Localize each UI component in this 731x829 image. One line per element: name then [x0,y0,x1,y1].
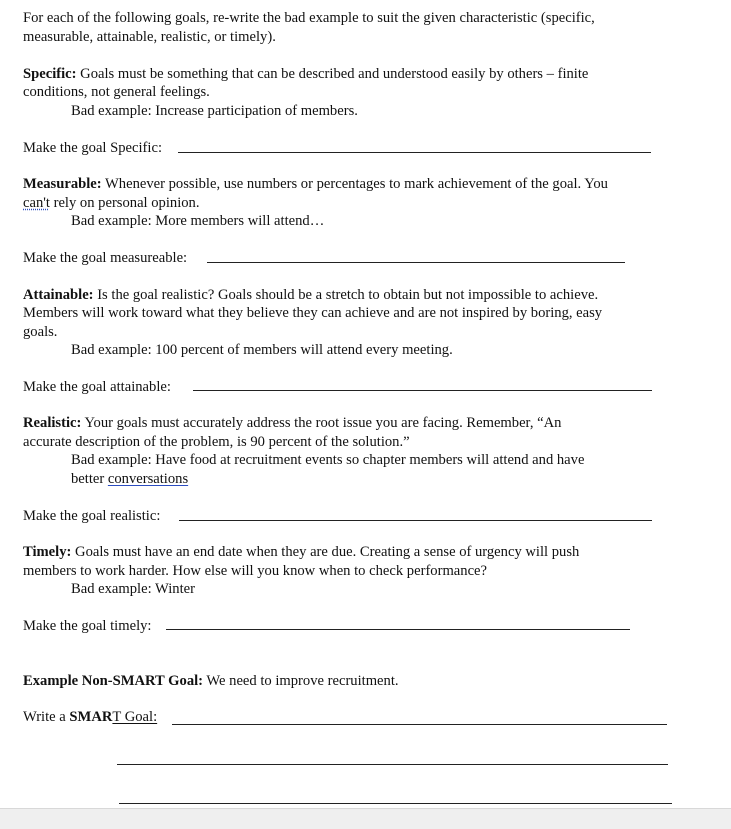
smart-goal-answer-line-1[interactable] [172,724,667,725]
write-smart-goal-prompt: Write a SMART Goal: [23,709,158,725]
measurable-term: Measurable: [23,176,102,192]
timely-prompt: Make the goal timely: [23,618,152,634]
intro-line-1: For each of the following goals, re-write the bad example to suit the given characteristic (specific, [23,10,595,26]
attainable-bad-example: Bad example: 100 percent of members will attend every meeting. [71,342,453,358]
measurable-description-line-2: can't rely on personal opinion. [23,195,200,211]
attainable-description-line-2: Members will work toward what they believe they can achieve and are not inspired by boring, easy [23,305,603,321]
document-bottom-bar [0,808,731,829]
example-non-smart-goal: Example Non-SMART Goal: We need to improve recruitment. [23,673,399,689]
realistic-description: Realistic: Your goals must accurately address the root issue you are facing. Remember, “An [23,415,562,431]
realistic-prompt: Make the goal realistic: [23,508,161,524]
intro-line-2: measurable, attainable, realistic, or timely). [23,29,276,45]
measurable-description: Measurable: Whenever possible, use numbers or percentages to mark achievement of the goal. You [23,176,608,192]
measurable-prompt: Make the goal measureable: [23,250,188,266]
attainable-description: Attainable: Is the goal realistic? Goals should be a stretch to obtain but not impossible to achieve. [23,287,599,303]
attainable-prompt: Make the goal attainable: [23,379,171,395]
example-term: Example Non-SMART Goal: [23,673,204,689]
measurable-bad-example: Bad example: More members will attend… [71,213,325,229]
specific-term: Specific: [23,66,77,82]
specific-description: Specific: Goals must be something that can be described and understood easily by others – finite [23,66,589,82]
smart-goal-answer-line-2[interactable] [117,764,668,765]
attainable-answer-line[interactable] [193,390,652,391]
timely-description-line-2: members to work harder. How else will you know when to check performance? [23,563,488,579]
timely-term: Timely: [23,544,72,560]
specific-bad-example: Bad example: Increase participation of members. [71,103,358,119]
specific-prompt: Make the goal Specific: [23,140,162,156]
measurable-answer-line[interactable] [207,262,625,263]
timely-description: Timely: Goals must have an end date when they are due. Creating a sense of urgency will push [23,544,580,560]
realistic-bad-example-line-2: better conversations [71,471,189,487]
realistic-bad-example: Bad example: Have food at recruitment events so chapter members will attend and have [71,452,585,468]
attainable-description-line-3: goals. [23,324,58,340]
realistic-description-line-2: accurate description of the problem, is 90 percent of the solution.” [23,434,410,450]
timely-answer-line[interactable] [166,629,630,630]
attainable-term: Attainable: [23,287,94,303]
specific-answer-line[interactable] [178,152,651,153]
realistic-answer-line[interactable] [179,520,652,521]
smart-goal-answer-line-3[interactable] [119,803,672,804]
timely-bad-example: Bad example: Winter [71,581,195,597]
grammar-check-word[interactable]: conversations [107,471,189,487]
realistic-term: Realistic: [23,415,82,431]
spellcheck-word[interactable]: can't [23,195,50,211]
specific-description-line-2: conditions, not general feelings. [23,84,210,100]
